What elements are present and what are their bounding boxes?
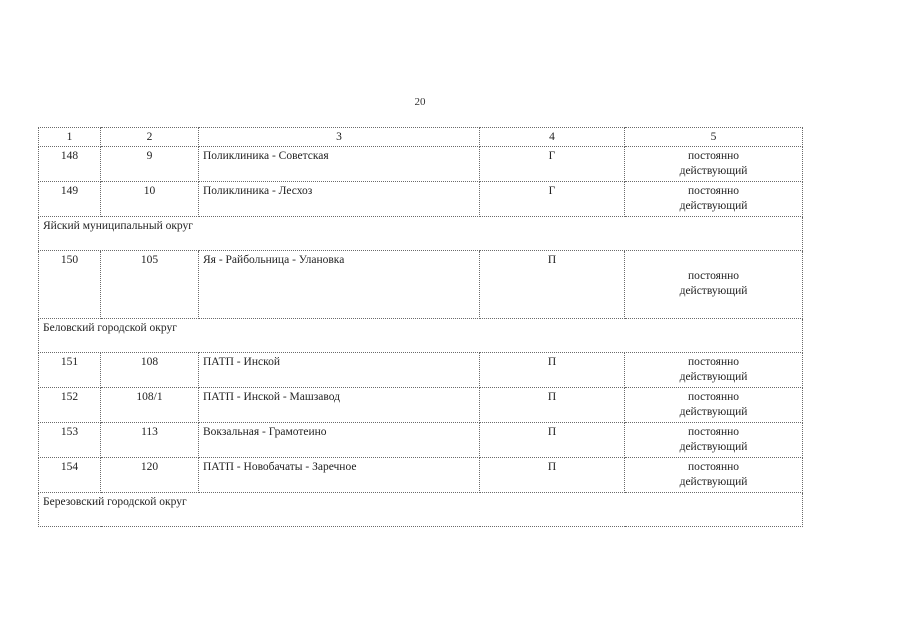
section-row [39,319,803,353]
route-name: Поликлиника - Лесхоз [199,182,480,217]
route-status [625,251,803,319]
route-number: 113 [101,423,199,458]
route-number: 108 [101,353,199,388]
table-row [39,353,803,388]
route-name: Вокзальная - Грамотеино [199,423,480,458]
table-row [39,458,803,493]
table-row [39,251,803,319]
status-line-2: действующий [679,476,748,488]
route-name: Яя - Райбольница - Улановка [199,251,480,319]
table-row [39,388,803,423]
row-number: 151 [39,353,101,388]
route-kind: П [480,388,625,423]
table-row [39,147,803,182]
section-row [39,217,803,251]
header-cell-4: 4 [480,128,625,147]
header-cell-2: 2 [101,128,199,147]
row-number: 149 [39,182,101,217]
status-line-1: постоянно [687,391,740,403]
route-number: 105 [101,251,199,319]
status-line-1: постоянно [687,150,740,162]
header-cell-3: 3 [199,128,480,147]
row-number: 154 [39,458,101,493]
routes-table [38,127,803,527]
route-name: Поликлиника - Советская [199,147,480,182]
section-title: Беловский городской округ [39,319,803,353]
row-number: 152 [39,388,101,423]
section-title: Яйский муниципальный округ [39,217,803,251]
route-status [625,353,803,388]
row-number: 150 [39,251,101,319]
table-row [39,423,803,458]
route-kind: П [480,458,625,493]
route-name: ПАТП - Инской [199,353,480,388]
route-status [625,147,803,182]
status-line-1: постоянно [687,185,740,197]
table-header-row [39,128,803,147]
route-number: 9 [101,147,199,182]
route-number: 108/1 [101,388,199,423]
page-number: 20 [414,96,426,108]
route-kind: Г [480,147,625,182]
route-name: ПАТП - Новобачаты - Заречное [199,458,480,493]
status-line-2: действующий [679,406,748,418]
route-status [625,458,803,493]
route-status [625,423,803,458]
status-line-1: постоянно [687,461,740,473]
header-cell-1: 1 [39,128,101,147]
status-line-1: постоянно [687,270,740,282]
status-line-1: постоянно [687,426,740,438]
status-line-1: постоянно [687,356,740,368]
route-status [625,182,803,217]
status-line-2: действующий [679,285,748,297]
section-title: Березовский городской округ [39,493,803,527]
status-line-2: действующий [679,441,748,453]
row-number: 148 [39,147,101,182]
route-kind: П [480,251,625,319]
route-status [625,388,803,423]
header-cell-5: 5 [625,128,803,147]
row-number: 153 [39,423,101,458]
route-kind: П [480,423,625,458]
status-line-2: действующий [679,165,748,177]
status-line-2: действующий [679,371,748,383]
route-number: 120 [101,458,199,493]
route-kind: Г [480,182,625,217]
route-name: ПАТП - Инской - Машзавод [199,388,480,423]
table-row [39,182,803,217]
status-line-2: действующий [679,200,748,212]
route-number: 10 [101,182,199,217]
section-row [39,493,803,527]
route-kind: П [480,353,625,388]
